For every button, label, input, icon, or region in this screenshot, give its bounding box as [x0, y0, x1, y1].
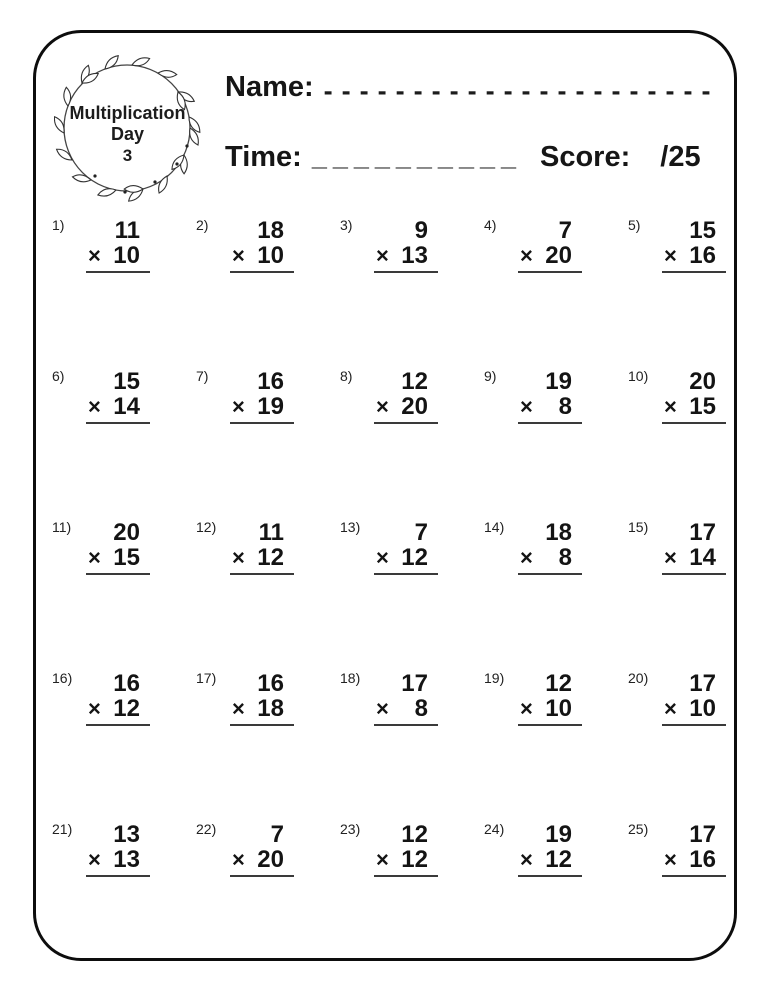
problem-cell — [338, 817, 482, 968]
multiplier: 14 — [689, 544, 716, 571]
times-icon: × — [232, 847, 245, 872]
problem-number: 21) — [52, 821, 73, 837]
multiplicand: 17 — [689, 519, 716, 546]
times-icon: × — [376, 696, 389, 721]
problem-cell — [482, 364, 626, 515]
problem-number: 15) — [628, 519, 649, 535]
multiplicand: 11 — [114, 217, 140, 244]
multiplier: 8 — [414, 695, 428, 722]
multiplier: 20 — [257, 846, 284, 873]
multiplier: 12 — [401, 846, 428, 873]
multiply-row — [230, 696, 294, 726]
multiplicand: 19 — [545, 368, 572, 395]
problem-cell — [626, 817, 768, 968]
problem-cell — [482, 666, 626, 817]
answer-space[interactable] — [230, 273, 294, 319]
times-icon: × — [232, 394, 245, 419]
problem-body — [86, 218, 150, 319]
problem-cell — [626, 515, 768, 666]
times-icon: × — [520, 394, 533, 419]
problem-cell — [338, 213, 482, 364]
multiply-row — [374, 545, 438, 575]
problem-number: 20) — [628, 670, 649, 686]
times-icon: × — [664, 696, 677, 721]
times-icon: × — [376, 243, 389, 268]
multiplicand: 16 — [257, 670, 284, 697]
times-icon: × — [376, 847, 389, 872]
multiply-row — [518, 394, 582, 424]
badge-subtitle: Day — [110, 124, 145, 144]
title-badge — [54, 103, 201, 166]
problem-cell — [50, 817, 194, 968]
time-blank-line[interactable]: __________ — [311, 140, 522, 171]
multiply-row — [518, 847, 582, 877]
problem-number: 18) — [340, 670, 361, 686]
answer-space[interactable] — [518, 575, 582, 621]
problem-number: 19) — [484, 670, 505, 686]
multiplicand: 12 — [401, 821, 428, 848]
times-icon: × — [664, 243, 677, 268]
problem-body — [518, 218, 582, 319]
multiply-row — [86, 394, 150, 424]
multiply-row — [518, 545, 582, 575]
problem-number: 22) — [196, 821, 217, 837]
answer-space[interactable] — [374, 575, 438, 621]
time-score-row — [225, 141, 701, 174]
multiply-row — [230, 545, 294, 575]
times-icon: × — [664, 394, 677, 419]
name-row — [225, 71, 719, 104]
answer-space[interactable] — [662, 575, 726, 621]
problem-number: 5) — [628, 217, 641, 233]
answer-space[interactable] — [374, 877, 438, 923]
problem-body — [86, 520, 150, 621]
answer-space[interactable] — [230, 877, 294, 923]
times-icon: × — [520, 545, 533, 570]
problem-number: 10) — [628, 368, 649, 384]
problem-body — [662, 671, 726, 772]
times-icon: × — [520, 696, 533, 721]
problem-cell — [194, 364, 338, 515]
multiplicand: 15 — [113, 368, 140, 395]
answer-space[interactable] — [86, 424, 150, 470]
multiplicand: 18 — [545, 519, 572, 546]
problem-body — [230, 671, 294, 772]
times-icon: × — [520, 243, 533, 268]
problem-body — [374, 369, 438, 470]
multiplier: 12 — [257, 544, 284, 571]
multiplicand: 7 — [270, 821, 284, 848]
problem-body — [86, 822, 150, 923]
answer-space[interactable] — [662, 273, 726, 319]
multiplier: 18 — [257, 695, 284, 722]
answer-space[interactable] — [518, 877, 582, 923]
multiply-row — [662, 243, 726, 273]
problem-body — [374, 218, 438, 319]
multiply-row — [86, 545, 150, 575]
problem-number: 4) — [484, 217, 497, 233]
times-icon: × — [520, 847, 533, 872]
problem-number: 7) — [196, 368, 209, 384]
problem-cell — [626, 364, 768, 515]
answer-space[interactable] — [374, 273, 438, 319]
problem-body — [518, 822, 582, 923]
problem-body — [86, 369, 150, 470]
multiplier: 10 — [689, 695, 716, 722]
multiplicand: 20 — [689, 368, 716, 395]
problem-cell — [338, 364, 482, 515]
multiplier: 10 — [545, 695, 572, 722]
problem-body — [374, 671, 438, 772]
problem-cell — [194, 213, 338, 364]
multiplicand: 7 — [558, 217, 572, 244]
multiply-row — [230, 243, 294, 273]
problem-body — [230, 520, 294, 621]
problem-number: 13) — [340, 519, 361, 535]
answer-space[interactable] — [230, 424, 294, 470]
multiplier: 15 — [689, 393, 716, 420]
problem-body — [662, 520, 726, 621]
problem-body — [518, 369, 582, 470]
answer-space[interactable] — [230, 575, 294, 621]
times-icon: × — [88, 243, 101, 268]
multiplier: 20 — [545, 242, 572, 269]
multiply-row — [662, 696, 726, 726]
problem-body — [662, 822, 726, 923]
problem-number: 3) — [340, 217, 353, 233]
problem-number: 17) — [196, 670, 217, 686]
multiplier: 13 — [113, 846, 140, 873]
multiply-row — [518, 243, 582, 273]
problem-number: 25) — [628, 821, 649, 837]
multiplier: 8 — [558, 544, 572, 571]
problem-cell — [626, 213, 768, 364]
answer-space[interactable] — [518, 273, 582, 319]
problems-grid — [50, 213, 768, 968]
multiplicand: 19 — [545, 821, 572, 848]
problem-cell — [50, 666, 194, 817]
multiply-row — [86, 243, 150, 273]
multiplicand: 16 — [257, 368, 284, 395]
times-icon: × — [232, 545, 245, 570]
problem-cell — [50, 364, 194, 515]
problem-cell — [50, 213, 194, 364]
answer-space[interactable] — [86, 575, 150, 621]
multiplicand: 20 — [113, 519, 140, 546]
times-icon: × — [88, 394, 101, 419]
problem-number: 23) — [340, 821, 361, 837]
multiplicand: 12 — [545, 670, 572, 697]
multiplier: 20 — [401, 393, 428, 420]
multiply-row — [230, 394, 294, 424]
times-icon: × — [664, 545, 677, 570]
problem-number: 1) — [52, 217, 65, 233]
problem-body — [518, 520, 582, 621]
multiplicand: 7 — [414, 519, 428, 546]
multiplicand: 17 — [401, 670, 428, 697]
times-icon: × — [376, 394, 389, 419]
score-value: /25 — [660, 141, 701, 173]
problem-body — [662, 218, 726, 319]
multiplier: 15 — [113, 544, 140, 571]
answer-space[interactable] — [230, 726, 294, 772]
answer-space[interactable] — [662, 424, 726, 470]
multiply-row — [374, 243, 438, 273]
problem-body — [374, 520, 438, 621]
problem-cell — [482, 213, 626, 364]
multiply-row — [86, 847, 150, 877]
multiply-row — [86, 696, 150, 726]
time-label: Time: — [225, 141, 302, 173]
answer-space[interactable] — [662, 726, 726, 772]
times-icon: × — [88, 847, 101, 872]
problem-cell — [50, 515, 194, 666]
multiplier: 8 — [558, 393, 572, 420]
multiplier: 16 — [689, 242, 716, 269]
multiplicand: 17 — [689, 821, 716, 848]
problem-cell — [338, 515, 482, 666]
answer-space[interactable] — [86, 726, 150, 772]
multiplier: 13 — [401, 242, 428, 269]
problem-body — [86, 671, 150, 772]
badge-day-number: 3 — [122, 146, 133, 165]
times-icon: × — [232, 696, 245, 721]
multiplicand: 12 — [401, 368, 428, 395]
answer-space[interactable] — [518, 726, 582, 772]
multiplicand: 11 — [258, 519, 284, 546]
multiplicand: 9 — [414, 217, 428, 244]
problem-cell — [482, 515, 626, 666]
problem-cell — [338, 666, 482, 817]
multiply-row — [374, 696, 438, 726]
times-icon: × — [88, 696, 101, 721]
answer-space[interactable] — [86, 273, 150, 319]
multiplier: 12 — [545, 846, 572, 873]
multiplicand: 16 — [113, 670, 140, 697]
answer-space[interactable] — [662, 877, 726, 923]
name-label: Name: — [225, 71, 314, 103]
problem-cell — [194, 817, 338, 968]
multiply-row — [662, 847, 726, 877]
times-icon: × — [88, 545, 101, 570]
multiply-row — [662, 394, 726, 424]
multiplier: 10 — [257, 242, 284, 269]
problem-cell — [194, 515, 338, 666]
problem-body — [230, 822, 294, 923]
problem-body — [374, 822, 438, 923]
multiply-row — [662, 545, 726, 575]
answer-space[interactable] — [374, 424, 438, 470]
multiplier: 10 — [113, 242, 140, 269]
multiply-row — [518, 696, 582, 726]
problem-number: 14) — [484, 519, 505, 535]
multiplier: 19 — [257, 393, 284, 420]
answer-space[interactable] — [86, 877, 150, 923]
problem-body — [518, 671, 582, 772]
badge-title: Multiplication — [69, 103, 186, 123]
answer-space[interactable] — [374, 726, 438, 772]
times-icon: × — [664, 847, 677, 872]
multiply-row — [230, 847, 294, 877]
multiplicand: 13 — [113, 821, 140, 848]
answer-space[interactable] — [518, 424, 582, 470]
problem-number: 11) — [52, 519, 72, 535]
problem-body — [662, 369, 726, 470]
multiplicand: 18 — [257, 217, 284, 244]
score-label: Score: — [540, 141, 631, 173]
problem-number: 2) — [196, 217, 209, 233]
problem-number: 16) — [52, 670, 73, 686]
multiplicand: 15 — [689, 217, 716, 244]
problem-number: 24) — [484, 821, 505, 837]
problem-cell — [194, 666, 338, 817]
times-icon: × — [232, 243, 245, 268]
multiply-row — [374, 847, 438, 877]
name-blank-line[interactable]: ---------------------- — [323, 75, 720, 106]
problem-body — [230, 369, 294, 470]
problem-number: 8) — [340, 368, 353, 384]
problem-number: 6) — [52, 368, 65, 384]
problem-body — [230, 218, 294, 319]
problem-cell — [626, 666, 768, 817]
multiplier: 12 — [401, 544, 428, 571]
multiplier: 16 — [689, 846, 716, 873]
multiply-row — [374, 394, 438, 424]
problem-number: 12) — [196, 519, 217, 535]
multiplier: 12 — [113, 695, 140, 722]
times-icon: × — [376, 545, 389, 570]
multiplicand: 17 — [689, 670, 716, 697]
problem-number: 9) — [484, 368, 497, 384]
worksheet-page-frame — [33, 30, 737, 961]
problem-cell — [482, 817, 626, 968]
multiplier: 14 — [113, 393, 140, 420]
